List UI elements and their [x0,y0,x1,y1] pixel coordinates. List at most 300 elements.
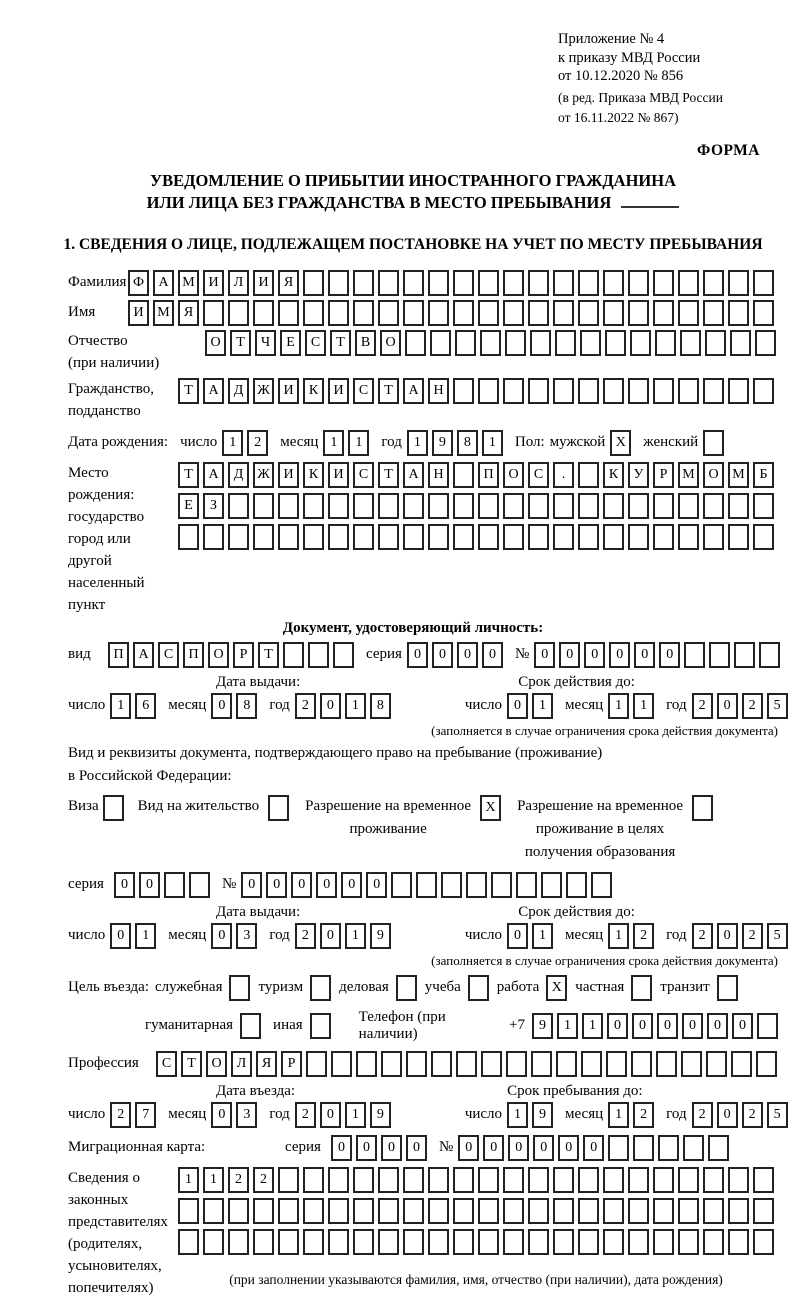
cell[interactable]: М [678,462,699,488]
cell[interactable] [478,300,499,326]
cell[interactable] [240,1013,261,1039]
cell[interactable]: У [628,462,649,488]
cell[interactable] [578,462,599,488]
cell[interactable] [706,1051,727,1077]
cell[interactable] [303,524,324,550]
cell[interactable] [755,330,776,356]
cell[interactable] [403,270,424,296]
cell[interactable] [503,300,524,326]
cell[interactable]: 0 [609,642,630,668]
cell[interactable]: 0 [406,1135,427,1161]
cell[interactable] [580,330,601,356]
cell[interactable] [308,642,329,668]
cell[interactable] [653,1198,674,1224]
cell[interactable]: Т [181,1051,202,1077]
cell[interactable] [603,1229,624,1255]
cell[interactable]: К [603,462,624,488]
cell[interactable]: Т [330,330,351,356]
cell[interactable] [478,1229,499,1255]
cell[interactable]: 8 [370,693,391,719]
cell[interactable] [703,300,724,326]
cell[interactable] [164,872,185,898]
cell[interactable]: 1 [323,430,344,456]
cell[interactable]: 2 [692,1102,713,1128]
cell[interactable] [303,300,324,326]
cell[interactable]: Т [230,330,251,356]
cell[interactable]: И [128,300,149,326]
cell[interactable] [578,300,599,326]
cell[interactable]: Е [280,330,301,356]
cell[interactable] [416,872,437,898]
cell[interactable]: Я [278,270,299,296]
cell[interactable] [178,1229,199,1255]
cell[interactable] [303,493,324,519]
cell[interactable] [453,300,474,326]
cell[interactable] [278,300,299,326]
cell[interactable] [391,872,412,898]
cell[interactable] [278,493,299,519]
cell[interactable]: Е [178,493,199,519]
cell[interactable] [753,1229,774,1255]
cell[interactable] [253,1229,274,1255]
cell[interactable]: 0 [558,1135,579,1161]
cell[interactable] [228,1229,249,1255]
cell[interactable] [268,795,289,821]
cell[interactable]: 0 [331,1135,352,1161]
cell[interactable]: 1 [348,430,369,456]
cell[interactable]: 2 [295,1102,316,1128]
cell[interactable]: 1 [407,430,428,456]
cell[interactable]: 7 [135,1102,156,1128]
cell[interactable] [728,1167,749,1193]
cell[interactable]: 1 [135,923,156,949]
cell[interactable] [431,1051,452,1077]
cell[interactable] [603,1198,624,1224]
cell[interactable]: И [328,462,349,488]
cell[interactable] [506,1051,527,1077]
cell[interactable]: 5 [767,693,788,719]
cell[interactable]: 0 [634,642,655,668]
cell[interactable] [553,493,574,519]
cell[interactable] [378,524,399,550]
cell[interactable] [709,642,730,668]
cell[interactable]: Т [258,642,279,668]
cell[interactable]: 0 [508,1135,529,1161]
cell[interactable] [703,430,724,456]
cell[interactable] [428,300,449,326]
cell[interactable] [178,1198,199,1224]
cell[interactable]: 0 [110,923,131,949]
cell[interactable]: 0 [717,693,738,719]
cell[interactable]: 0 [320,693,341,719]
cell[interactable] [703,1229,724,1255]
cell[interactable]: 1 [203,1167,224,1193]
cell[interactable]: Р [281,1051,302,1077]
cell[interactable]: 1 [222,430,243,456]
cell[interactable] [603,493,624,519]
cell[interactable] [703,270,724,296]
cell[interactable]: С [528,462,549,488]
cell[interactable] [658,1135,679,1161]
cell[interactable] [306,1051,327,1077]
cell[interactable] [478,378,499,404]
cell[interactable]: И [203,270,224,296]
cell[interactable] [503,1229,524,1255]
cell[interactable]: С [353,462,374,488]
cell[interactable] [553,1229,574,1255]
cell[interactable] [753,1167,774,1193]
cell[interactable]: 8 [457,430,478,456]
cell[interactable]: X [610,430,631,456]
cell[interactable] [553,1167,574,1193]
cell[interactable] [428,1167,449,1193]
cell[interactable] [703,1198,724,1224]
cell[interactable]: Д [228,462,249,488]
cell[interactable] [328,524,349,550]
cell[interactable] [478,493,499,519]
cell[interactable]: 0 [507,923,528,949]
cell[interactable]: 0 [366,872,387,898]
cell[interactable]: 0 [482,642,503,668]
cell[interactable] [405,330,426,356]
cell[interactable]: 0 [320,923,341,949]
cell[interactable]: 1 [507,1102,528,1128]
cell[interactable] [680,330,701,356]
cell[interactable] [734,642,755,668]
cell[interactable] [228,300,249,326]
cell[interactable]: X [546,975,567,1001]
cell[interactable] [303,1229,324,1255]
cell[interactable]: 0 [291,872,312,898]
cell[interactable]: М [728,462,749,488]
cell[interactable]: 0 [457,642,478,668]
cell[interactable] [683,1135,704,1161]
cell[interactable]: Н [428,462,449,488]
cell[interactable] [328,300,349,326]
cell[interactable] [756,1051,777,1077]
cell[interactable] [503,524,524,550]
cell[interactable]: О [206,1051,227,1077]
cell[interactable] [428,1198,449,1224]
cell[interactable]: О [703,462,724,488]
cell[interactable] [653,493,674,519]
cell[interactable] [628,493,649,519]
cell[interactable] [103,795,124,821]
cell[interactable] [628,1167,649,1193]
cell[interactable] [478,1198,499,1224]
cell[interactable]: И [278,378,299,404]
cell[interactable] [378,270,399,296]
cell[interactable] [441,872,462,898]
cell[interactable] [503,378,524,404]
cell[interactable] [605,330,626,356]
cell[interactable] [378,493,399,519]
cell[interactable] [653,270,674,296]
cell[interactable] [253,300,274,326]
cell[interactable] [253,493,274,519]
cell[interactable]: Л [231,1051,252,1077]
cell[interactable] [353,1198,374,1224]
cell[interactable]: 0 [534,642,555,668]
cell[interactable]: 1 [345,923,366,949]
cell[interactable]: 3 [236,923,257,949]
cell[interactable] [505,330,526,356]
cell[interactable]: О [205,330,226,356]
cell[interactable]: Н [428,378,449,404]
cell[interactable] [353,300,374,326]
cell[interactable] [628,270,649,296]
cell[interactable] [653,524,674,550]
cell[interactable] [453,462,474,488]
cell[interactable]: 0 [732,1013,753,1039]
cell[interactable]: 0 [211,923,232,949]
cell[interactable] [310,975,331,1001]
cell[interactable] [403,493,424,519]
cell[interactable]: 2 [295,923,316,949]
cell[interactable] [703,493,724,519]
cell[interactable]: 0 [432,642,453,668]
cell[interactable] [378,1229,399,1255]
cell[interactable] [403,300,424,326]
cell[interactable]: 0 [632,1013,653,1039]
cell[interactable] [753,493,774,519]
cell[interactable] [406,1051,427,1077]
cell[interactable] [468,975,489,1001]
cell[interactable] [703,1167,724,1193]
cell[interactable] [328,1167,349,1193]
cell[interactable]: 0 [559,642,580,668]
cell[interactable] [728,378,749,404]
cell[interactable] [453,270,474,296]
cell[interactable]: 0 [211,693,232,719]
cell[interactable]: А [133,642,154,668]
cell[interactable]: Ф [128,270,149,296]
cell[interactable] [728,524,749,550]
cell[interactable] [228,1198,249,1224]
cell[interactable] [353,1229,374,1255]
cell[interactable] [430,330,451,356]
cell[interactable] [717,975,738,1001]
cell[interactable] [655,330,676,356]
cell[interactable] [653,1167,674,1193]
cell[interactable]: П [108,642,129,668]
cell[interactable]: 0 [356,1135,377,1161]
cell[interactable]: О [380,330,401,356]
cell[interactable] [303,270,324,296]
cell[interactable]: 2 [633,1102,654,1128]
cell[interactable] [353,524,374,550]
cell[interactable]: 0 [114,872,135,898]
cell[interactable]: 1 [482,430,503,456]
cell[interactable]: Д [228,378,249,404]
cell[interactable]: 0 [320,1102,341,1128]
cell[interactable] [678,270,699,296]
cell[interactable] [353,1167,374,1193]
cell[interactable] [731,1051,752,1077]
cell[interactable]: 9 [432,430,453,456]
cell[interactable]: 9 [370,1102,391,1128]
cell[interactable]: 1 [178,1167,199,1193]
cell[interactable] [328,493,349,519]
cell[interactable]: Б [753,462,774,488]
cell[interactable] [481,1051,502,1077]
cell[interactable] [453,493,474,519]
cell[interactable]: С [353,378,374,404]
cell[interactable] [705,330,726,356]
cell[interactable] [253,524,274,550]
cell[interactable] [503,493,524,519]
cell[interactable]: Т [378,378,399,404]
cell[interactable] [578,270,599,296]
cell[interactable] [428,270,449,296]
cell[interactable] [503,1167,524,1193]
cell[interactable]: 2 [742,693,763,719]
cell[interactable]: К [303,462,324,488]
cell[interactable] [578,524,599,550]
cell[interactable] [678,378,699,404]
cell[interactable]: 9 [532,1102,553,1128]
cell[interactable]: А [203,378,224,404]
cell[interactable] [278,1198,299,1224]
cell[interactable]: С [156,1051,177,1077]
cell[interactable]: 0 [607,1013,628,1039]
cell[interactable] [631,975,652,1001]
cell[interactable] [328,270,349,296]
cell[interactable]: 1 [345,1102,366,1128]
cell[interactable] [678,300,699,326]
cell[interactable] [603,1167,624,1193]
cell[interactable] [283,642,304,668]
cell[interactable] [728,493,749,519]
cell[interactable] [603,378,624,404]
cell[interactable] [753,270,774,296]
cell[interactable] [328,1198,349,1224]
cell[interactable] [378,1167,399,1193]
cell[interactable]: 2 [253,1167,274,1193]
cell[interactable] [528,1229,549,1255]
cell[interactable]: Я [178,300,199,326]
cell[interactable]: Ч [255,330,276,356]
cell[interactable] [403,1167,424,1193]
cell[interactable]: Я [256,1051,277,1077]
cell[interactable] [653,1229,674,1255]
cell[interactable] [591,872,612,898]
cell[interactable] [178,524,199,550]
cell[interactable] [303,1198,324,1224]
cell[interactable]: 1 [633,693,654,719]
cell[interactable] [681,1051,702,1077]
cell[interactable] [628,1198,649,1224]
cell[interactable]: 0 [659,642,680,668]
cell[interactable] [353,493,374,519]
cell[interactable] [528,524,549,550]
cell[interactable] [203,300,224,326]
cell[interactable] [703,524,724,550]
cell[interactable]: 2 [295,693,316,719]
cell[interactable] [728,1198,749,1224]
cell[interactable]: 1 [557,1013,578,1039]
cell[interactable] [578,378,599,404]
cell[interactable]: 2 [742,1102,763,1128]
cell[interactable] [478,270,499,296]
cell[interactable] [503,1198,524,1224]
cell[interactable] [630,330,651,356]
cell[interactable] [528,493,549,519]
cell[interactable] [491,872,512,898]
cell[interactable] [753,524,774,550]
cell[interactable] [603,300,624,326]
cell[interactable]: К [303,378,324,404]
cell[interactable]: Р [233,642,254,668]
cell[interactable]: 5 [767,1102,788,1128]
cell[interactable] [278,1229,299,1255]
cell[interactable] [229,975,250,1001]
cell[interactable]: 2 [633,923,654,949]
cell[interactable]: 3 [236,1102,257,1128]
cell[interactable] [428,1229,449,1255]
cell[interactable] [603,524,624,550]
cell[interactable] [553,270,574,296]
cell[interactable] [633,1135,654,1161]
cell[interactable]: 9 [532,1013,553,1039]
cell[interactable] [678,493,699,519]
cell[interactable] [456,1051,477,1077]
cell[interactable] [353,270,374,296]
cell[interactable] [730,330,751,356]
cell[interactable]: 0 [211,1102,232,1128]
cell[interactable]: 1 [532,923,553,949]
cell[interactable] [466,872,487,898]
cell[interactable]: 1 [608,693,629,719]
cell[interactable]: С [158,642,179,668]
cell[interactable]: 0 [407,642,428,668]
cell[interactable] [528,378,549,404]
cell[interactable] [753,1198,774,1224]
cell[interactable] [653,300,674,326]
cell[interactable] [516,872,537,898]
cell[interactable] [403,1229,424,1255]
cell[interactable]: 2 [228,1167,249,1193]
cell[interactable] [478,524,499,550]
cell[interactable] [753,300,774,326]
cell[interactable] [203,524,224,550]
cell[interactable]: 0 [657,1013,678,1039]
cell[interactable]: 6 [135,693,156,719]
cell[interactable] [531,1051,552,1077]
cell[interactable]: Р [653,462,674,488]
cell[interactable] [628,524,649,550]
cell[interactable] [453,378,474,404]
cell[interactable] [530,330,551,356]
cell[interactable]: О [208,642,229,668]
cell[interactable] [189,872,210,898]
cell[interactable] [608,1135,629,1161]
cell[interactable] [541,872,562,898]
cell[interactable]: X [480,795,501,821]
cell[interactable] [503,270,524,296]
cell[interactable]: 8 [236,693,257,719]
cell[interactable]: Т [178,378,199,404]
cell[interactable]: . [553,462,574,488]
cell[interactable] [428,524,449,550]
cell[interactable] [578,1229,599,1255]
cell[interactable] [684,642,705,668]
cell[interactable]: П [478,462,499,488]
cell[interactable]: И [253,270,274,296]
cell[interactable] [708,1135,729,1161]
cell[interactable] [453,524,474,550]
cell[interactable]: 1 [345,693,366,719]
